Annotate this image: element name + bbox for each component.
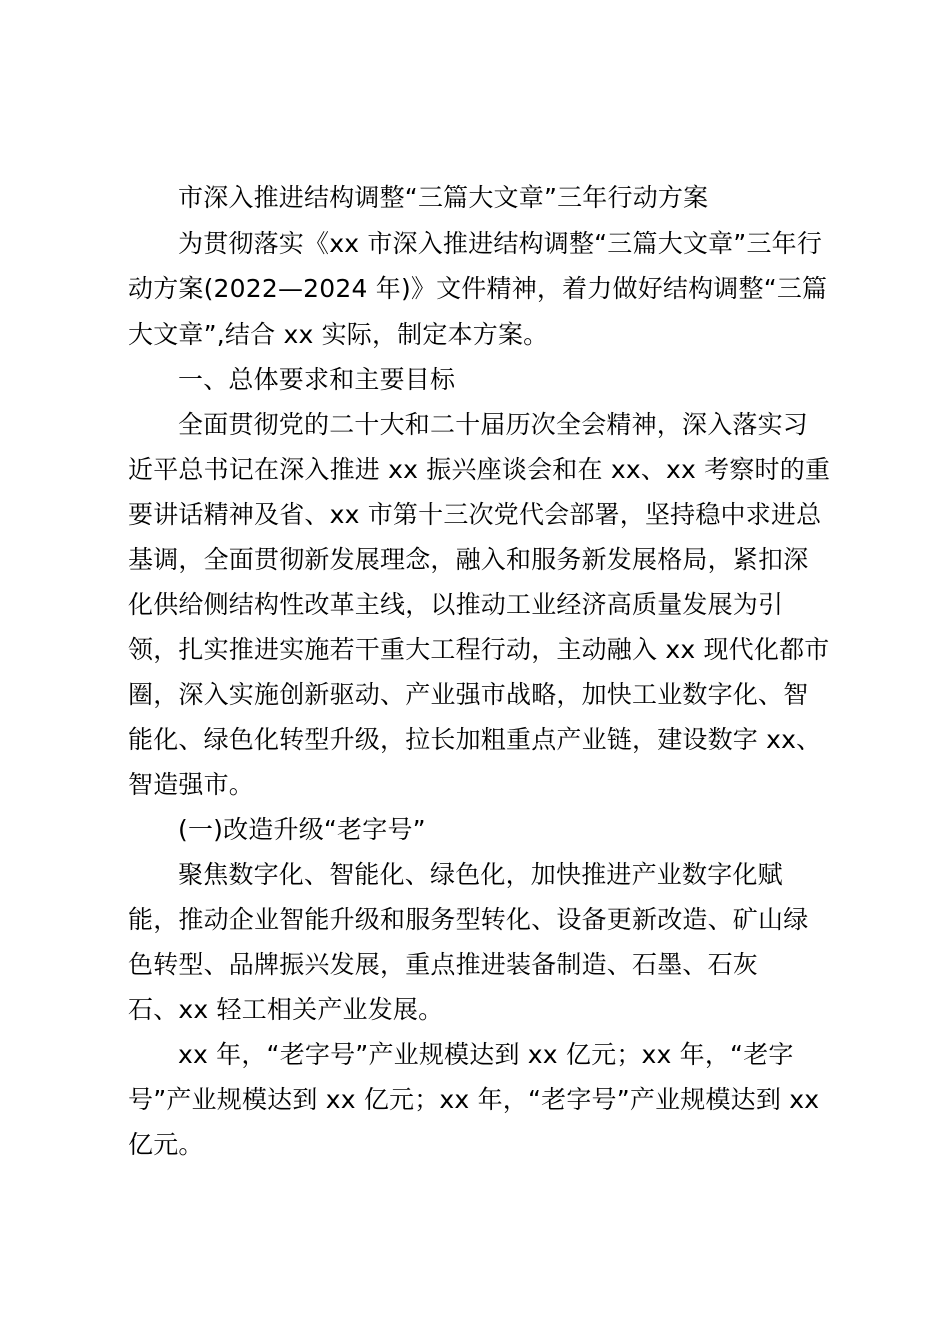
paragraph-line: 领，扎实推进实施若干重大工程行动，主动融入 xx 现代化都市	[128, 635, 830, 664]
paragraph-line: 要讲话精神及省、xx 市第十三次党代会部署，坚持稳中求进总	[128, 500, 822, 529]
paragraph-line: 动方案(2022—2024 年)》文件精神，着力做好结构调整“三篇	[128, 274, 828, 303]
subsection-heading: (一)改造升级“老字号”	[178, 815, 426, 844]
paragraph-line: 亿元。	[128, 1130, 204, 1159]
paragraph-line: 石、xx 轻工相关产业发展。	[128, 995, 444, 1024]
section-heading: 一、总体要求和主要目标	[178, 365, 456, 394]
paragraph-line: 化供给侧结构性改革主线，以推动工业经济高质量发展为引	[128, 590, 784, 619]
paragraph-line: 基调，全面贯彻新发展理念，融入和服务新发展格局，紧扣深	[128, 545, 809, 574]
paragraph-line: 能，推动企业智能升级和服务型转化、设备更新改造、矿山绿	[128, 905, 809, 934]
paragraph-line: 全面贯彻党的二十大和二十届历次全会精神，深入落实习	[178, 410, 809, 439]
paragraph-line: 近平总书记在深入推进 xx 振兴座谈会和在 xx、xx 考察时的重	[128, 455, 831, 484]
paragraph-line: 智造强市。	[128, 770, 255, 799]
paragraph-line: 色转型、品牌振兴发展，重点推进装备制造、石墨、石灰	[128, 950, 759, 979]
paragraph-line: xx 年，“老字号”产业规模达到 xx 亿元；xx 年，“老字	[178, 1040, 794, 1069]
document-title: 市深入推进结构调整“三篇大文章”三年行动方案	[178, 183, 709, 212]
paragraph-line: 号”产业规模达到 xx 亿元；xx 年，“老字号”产业规模达到 xx	[128, 1085, 820, 1114]
paragraph-line: 圈，深入实施创新驱动、产业强市战略，加快工业数字化、智	[128, 680, 809, 709]
paragraph-line: 聚焦数字化、智能化、绿色化，加快推进产业数字化赋	[178, 860, 783, 889]
paragraph-line: 大文章”,结合 xx 实际，制定本方案。	[128, 320, 549, 349]
paragraph-line: 为贯彻落实《xx 市深入推进结构调整“三篇大文章”三年行	[178, 229, 823, 258]
paragraph-line: 能化、绿色化转型升级，拉长加粗重点产业链，建设数字 xx、	[128, 725, 822, 754]
